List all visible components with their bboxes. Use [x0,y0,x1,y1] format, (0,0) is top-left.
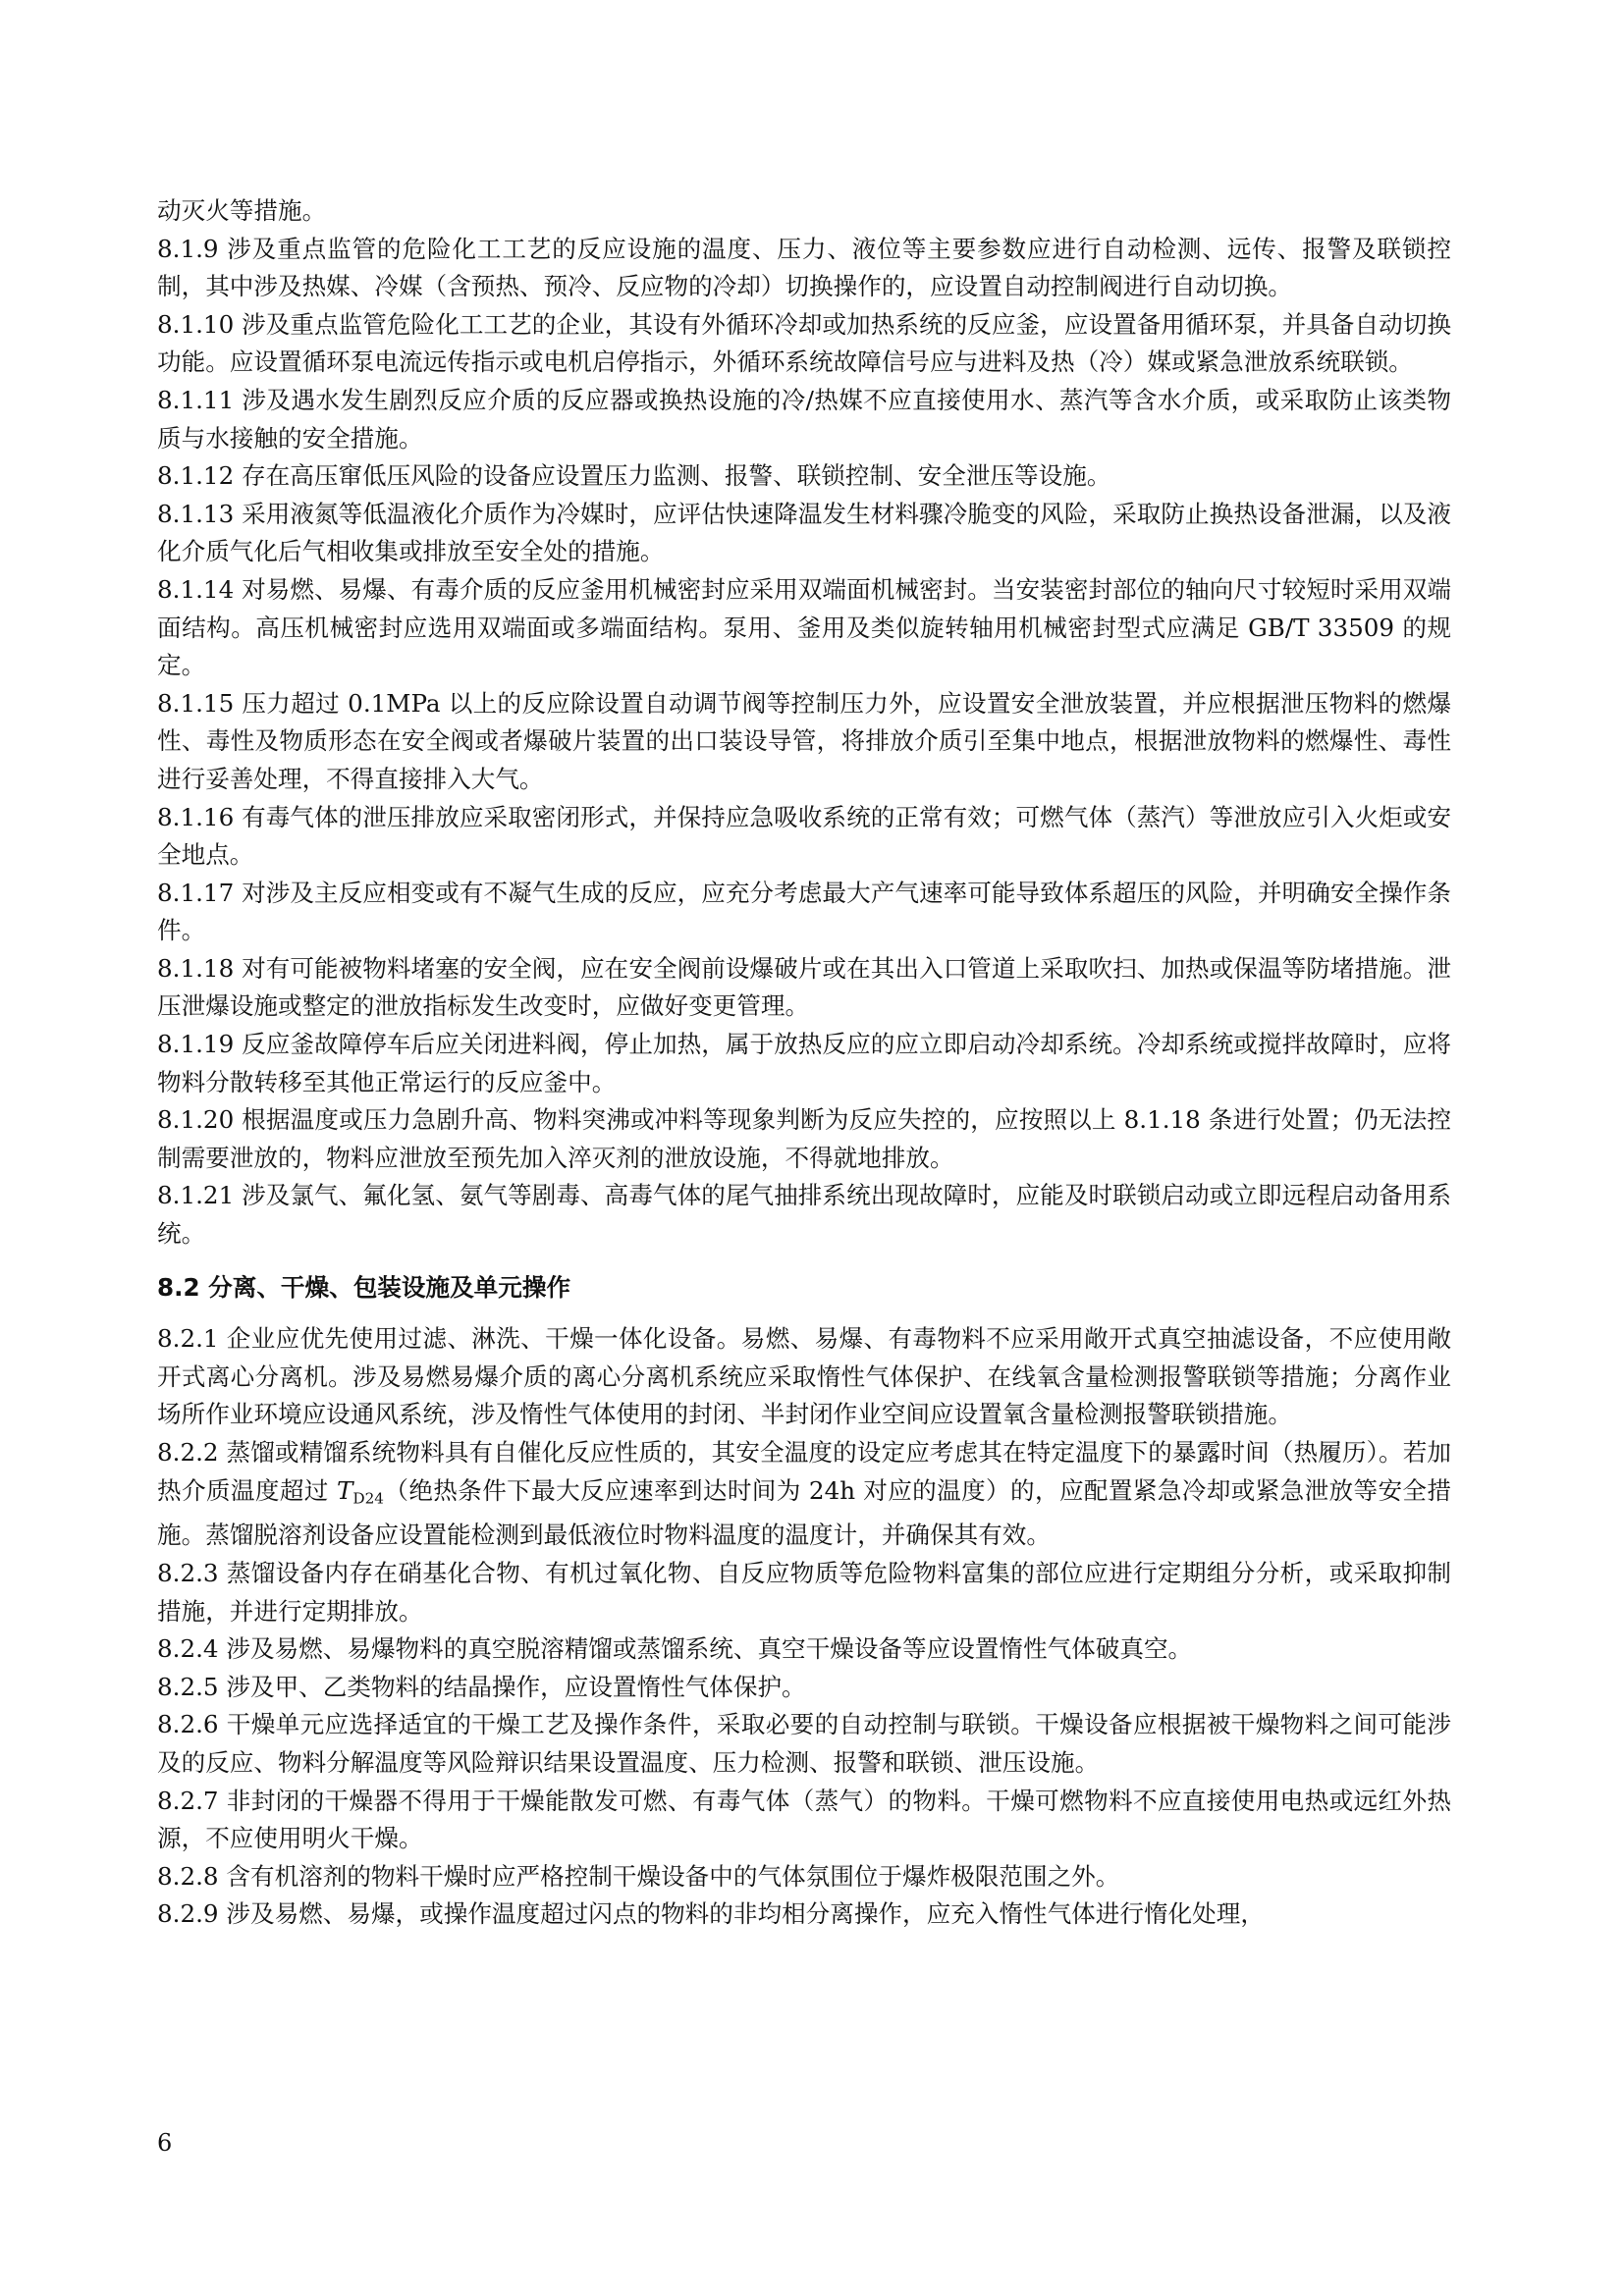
page-number: 6 [157,2129,173,2157]
paragraph: 8.1.11 涉及遇水发生剧烈反应介质的反应器或换热设施的冷/热媒不应直接使用水、蒸汽等含水介质，或采取防止该类物质与水接触的安全措施。 [157,385,1451,453]
paragraph: 8.2.6 干燥单元应选择适宜的干燥工艺及操作条件，采取必要的自动控制与联锁。干燥设备应根据被干燥物料之间可能涉及的反应、物料分解温度等风险辩识结果设置温度、压力检测、报警和联锁、泄压设施。 [157,1710,1451,1778]
paragraph: 8.2.9 涉及易燃、易爆，或操作温度超过闪点的物料的非均相分离操作，应充入惰性气体进行惰化处理， [157,1899,1265,1929]
paragraph: 8.1.14 对易燃、易爆、有毒介质的反应釜用机械密封应采用双端面机械密封。当安装密封部位的轴向尺寸较短时采用双端面结构。高压机械密封应选用双端面或多端面结构。泵用、釜用及类似旋转轴用机械密封型式应满足 GB/T 33509 的规定。 [157,574,1451,680]
paragraph: 8.1.16 有毒气体的泄压排放应采取密闭形式，并保持应急吸收系统的正常有效；可燃气体（蒸汽）等泄放应引入火炬或安全地点。 [157,802,1451,870]
paragraph: 8.1.12 存在高压窜低压风险的设备应设置压力监测、报警、联锁控制、安全泄压等设施。 [157,461,1111,491]
temperature-symbol: T [336,1475,353,1505]
paragraph: 8.1.17 对涉及主反应相变或有不凝气生成的反应，应充分考虑最大产气速率可能导致体系超压的风险，并明确安全操作条件。 [157,878,1451,945]
paragraph-text-after: （绝热条件下最大反应速率到达时间为 24h 对应的温度）的，应配置紧急冷却或紧急泄放等安全措施。蒸馏脱溶剂设备应设置能检测到最低液位时物料温度的温度计，并确保其有效。 [157,1475,1451,1550]
paragraph-with-formula [157,1434,1451,1555]
paragraph: 动灭火等措施。 [157,196,327,225]
paragraph: 8.1.19 反应釜故障停车后应关闭进料阀，停止加热，属于放热反应的应立即启动冷却系统。冷却系统或搅拌故障时，应将物料分散转移至其他正常运行的反应釜中。 [157,1030,1451,1096]
paragraph: 8.1.9 涉及重点监管的危险化工工艺的反应设施的温度、压力、液位等主要参数应进行自动检测、远传、报警及联锁控制，其中涉及热媒、冷媒（含预热、预冷、反应物的冷却）切换操作的，应设置自动控制阀进行自动切换。 [157,234,1451,301]
paragraph: 8.2.3 蒸馏设备内存在硝基化合物、有机过氧化物、自反应物质等危险物料富集的部位应进行定期组分分析，或采取抑制措施，并进行定期排放。 [157,1559,1451,1626]
paragraph: 8.2.8 含有机溶剂的物料干燥时应严格控制干燥设备中的气体氛围位于爆炸极限范围之外。 [157,1861,1120,1891]
paragraph: 8.2.5 涉及甲、乙类物料的结晶操作，应设置惰性气体保护。 [157,1672,806,1701]
paragraph: 8.2.4 涉及易燃、易爆物料的真空脱溶精馏或蒸馏系统、真空干燥设备等应设置惰性气体破真空。 [157,1634,1193,1664]
paragraph: 8.1.10 涉及重点监管危险化工工艺的企业，其设有外循环冷却或加热系统的反应釜，应设置备用循环泵，并具备自动切换功能。应设置循环泵电流远传指示或电机启停指示，外循环系统故障信号应与进料及热（冷）媒或紧急泄放系统联锁。 [157,309,1451,377]
paragraph: 8.1.20 根据温度或压力急剧升高、物料突沸或冲料等现象判断为反应失控的，应按照以上 8.1.18 条进行处置；仍无法控制需要泄放的，物料应泄放至预先加入淬灭剂的泄放设施，不得就地排放。 [157,1105,1451,1172]
paragraph: 8.1.15 压力超过 0.1MPa 以上的反应除设置自动调节阀等控制压力外，应设置安全泄放装置，并应根据泄压物料的燃爆性、毒性及物质形态在安全阀或者爆破片装置的出口装设导管，将排放介质引至集中地点，根据泄放物料的燃爆性、毒性进行妥善处理，不得直接排入大气。 [157,688,1451,793]
paragraph-text-before: 8.2.2 蒸馏或精馏系统物料具有自催化反应性质的，其安全温度的设定应考虑其在特定温度下的暴露时间（热履历）。若加热介质温度超过 [157,1438,1451,1505]
paragraph: 8.1.13 采用液氮等低温液化介质作为冷媒时，应评估快速降温发生材料骤冷脆变的风险，采取防止换热设备泄漏，以及液化介质气化后气相收集或排放至安全处的措施。 [157,499,1451,566]
paragraph: 8.2.7 非封闭的干燥器不得用于干燥能散发可燃、有毒气体（蒸气）的物料。干燥可燃物料不应直接使用电热或远红外热源，不应使用明火干燥。 [157,1786,1451,1853]
paragraph: 8.1.21 涉及氯气、氟化氢、氨气等剧毒、高毒气体的尾气抽排系统出现故障时，应能及时联锁启动或立即远程启动备用系统。 [157,1181,1451,1249]
page-content [157,192,1451,1934]
section-heading: 8.2 分离、干燥、包装设施及单元操作 [157,1272,571,1302]
temperature-subscript: D24 [352,1488,384,1507]
paragraph: 8.1.18 对有可能被物料堵塞的安全阀，应在安全阀前设爆破片或在其出入口管道上采取吹扫、加热或保温等防堵措施。泄压泄爆设施或整定的泄放指标发生改变时，应做好变更管理。 [157,953,1451,1021]
paragraph: 8.2.1 企业应优先使用过滤、淋洗、干燥一体化设备。易燃、易爆、有毒物料不应采用敞开式真空抽滤设备，不应使用敞开式离心分离机。涉及易燃易爆介质的离心分离机系统应采取惰性气体保护、在线氧含量检测报警联锁等措施；分离作业场所作业环境应设通风系统，涉及惰性气体使用的封闭、半封闭作业空间应设置氧含量检测报警联锁措施。 [157,1324,1451,1429]
